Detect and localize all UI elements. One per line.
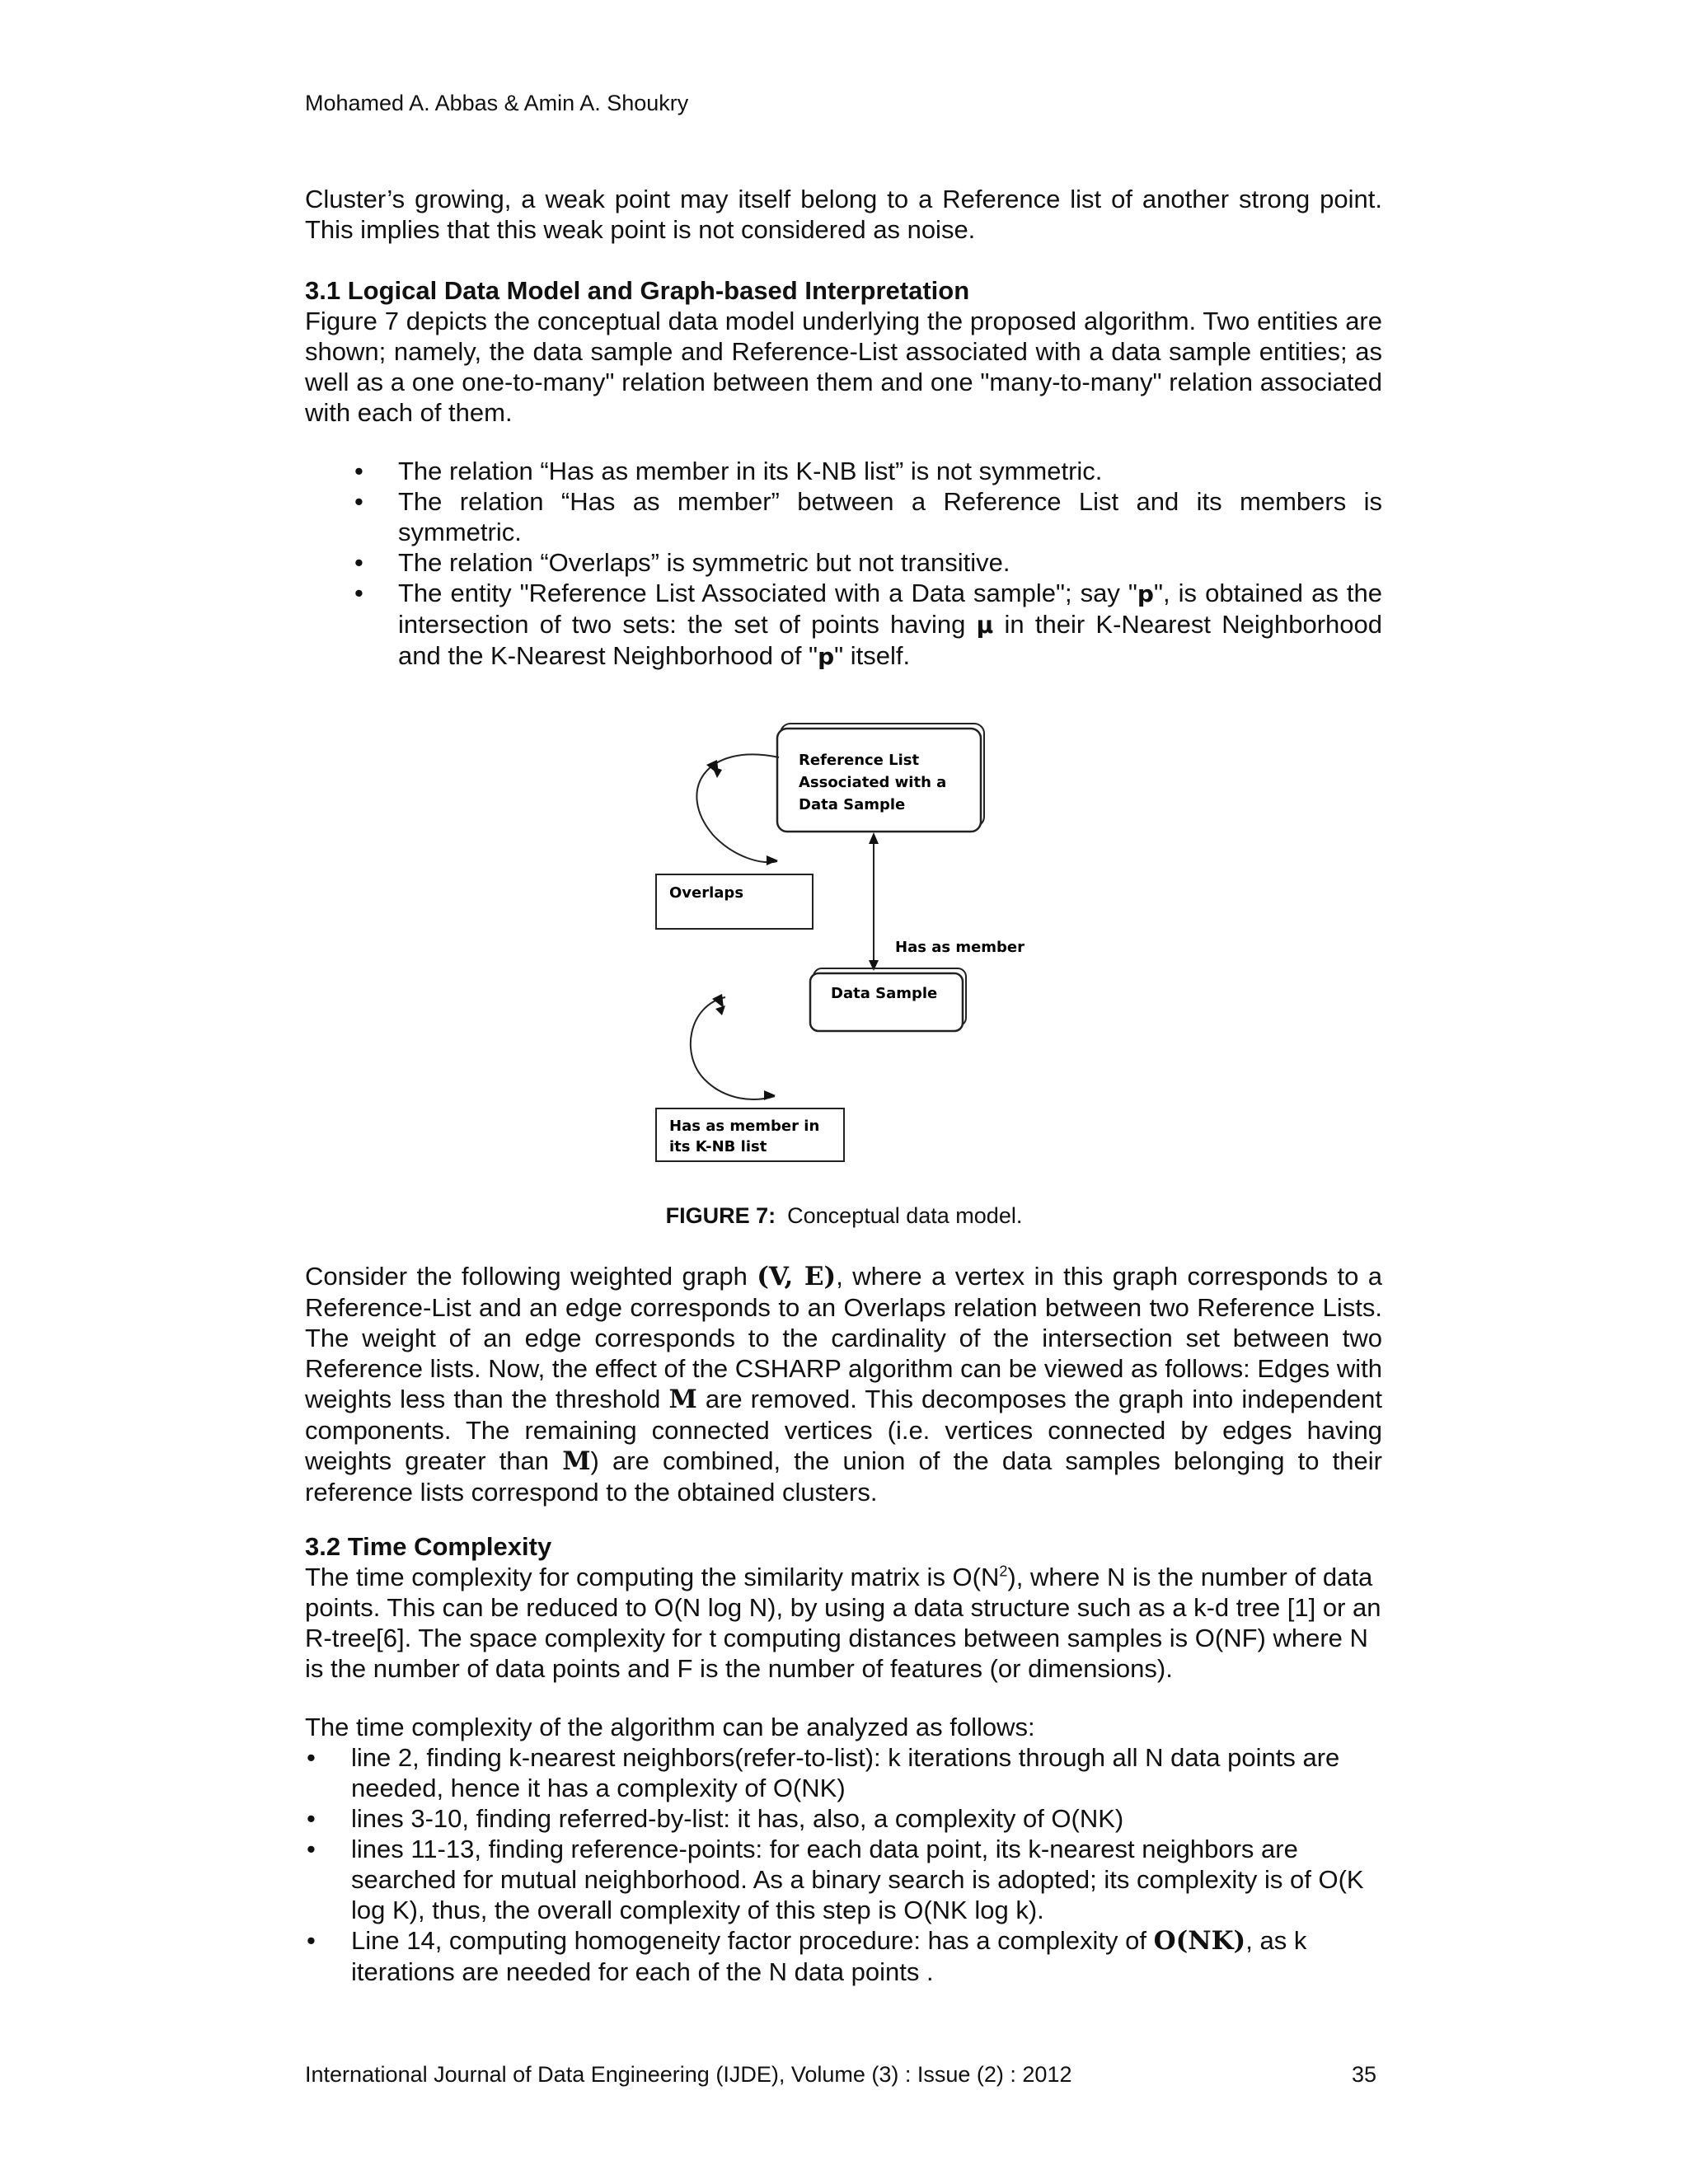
bullet-icon: •: [354, 548, 363, 577]
reference-list-entity: [777, 724, 984, 832]
bullet-icon: •: [307, 1835, 316, 1863]
data-sample-label: Data Sample: [831, 985, 938, 1002]
section-3-2-title: 3.2 Time Complexity: [305, 1532, 552, 1561]
knb-label-line-1: Has as member in: [669, 1118, 820, 1135]
intro-paragraph: Cluster’s growing, a weak point may itself belong to a Reference list of another strong point. This implies that this weak point is not considered as noise.: [305, 185, 1382, 244]
m-symbol: M: [668, 1385, 697, 1414]
section-3-2-paragraph-1: The time complexity for computing the similarity matrix is $O(N^2)$, where N is the number of data points. This can be reduced to O(N log N), by using a data structure such as a k-d tree [1] or an R-tree[6]. The space complexity for t computing distances between samples is O(NF) where N is the number of data points and F is the number of features (or dimensions).: [305, 1563, 1381, 1683]
mu-symbol: μ: [976, 612, 994, 639]
bullet-icon: •: [354, 579, 363, 607]
conceptual-data-model-figure: [643, 717, 1055, 1166]
page-footer: [305, 2062, 1376, 2088]
section-3-1-title: 3.1 Logical Data Model and Graph-based Interpretation: [305, 276, 970, 305]
section-3-1-paragraph: Figure 7 depicts the conceptual data model underlying the proposed algorithm. Two entities are shown; namely, the data sample and Reference-List associated with a data sample entities; as well as a one one-to-many" relation between them and one "many-to-many" relation associated with each of them.: [305, 307, 1382, 427]
bullet-icon: •: [307, 1743, 316, 1772]
figure-caption: [0, 1203, 1688, 1229]
data-sample-entity: [810, 968, 966, 1031]
superscript: 2: [999, 1563, 1008, 1580]
bullet-icon: •: [307, 1926, 316, 1955]
overlaps-label: Overlaps: [669, 884, 744, 902]
bullet-icon: •: [354, 487, 363, 516]
list-item: • The relation “Overlaps” is symmetric but not transitive.: [354, 548, 1010, 577]
onk-symbol: O(NK): [1153, 1926, 1246, 1956]
list-item: • line 2, finding k-nearest neighbors(refer-to-list): k iterations through all N data points are needed, hence it has a complexity of O(NK): [307, 1743, 1340, 1802]
figure-caption-text: Conceptual data model.: [787, 1203, 1023, 1228]
knb-loop: [691, 994, 776, 1100]
has-as-member-relation: [869, 832, 1025, 971]
ve-symbol: (V, E): [757, 1262, 837, 1291]
footer-journal: International Journal of Data Engineering (IJDE), Volume (3) : Issue (2) : 2012: [305, 2062, 1072, 2087]
section-3-2-paragraph-2: The time complexity of the algorithm can be analyzed as follows:: [305, 1713, 1035, 1741]
section-3-2-bullet-list: [305, 1742, 1382, 1987]
list-item: • Line 14, computing homogeneity factor procedure: has a complexity of O(NK), as k iterations are needed for each of the N data points .: [307, 1926, 1307, 1986]
reference-list-line-1: Reference List: [799, 752, 920, 769]
section-3-1-bullet-list: [305, 456, 1382, 672]
reference-list-line-2: Associated with a: [799, 774, 947, 791]
list-item: • The entity "Reference List Associated with a Data sample"; say "p", is obtained as the intersection of two sets: the set of points having μ in their K-Nearest Neighborhood and the K-Nearest Neighborhood of "p" itself.: [354, 579, 1382, 670]
list-item: • The relation “Has as member” between a Reference List and its members is symmetric.: [354, 487, 1382, 546]
p-symbol: p: [1137, 580, 1154, 607]
figure-caption-label: FIGURE 7:: [665, 1203, 776, 1228]
p-symbol: p: [818, 643, 835, 670]
has-as-member-label: Has as member: [895, 939, 1025, 956]
bullet-icon: •: [354, 457, 363, 485]
page-number: 35: [1351, 2062, 1376, 2087]
reference-list-line-3: Data Sample: [799, 796, 906, 813]
graph-paragraph: Consider the following weighted graph (V, E), where a vertex in this graph corresponds to a Reference-List and an edge corresponds to an Overlaps relation between two Reference Lists. The weight of an edge corresponds to the cardinality of the intersection set between two Reference lists. Now, the effect of the CSHARP algorithm can be viewed as follows: Edges with weights less than the threshold M are removed. This decomposes the graph into independent components. The remaining connected vertices (i.e. vertices connected by edges having weights greater than M) are combined, the union of the data samples belonging to their reference lists correspond to the obtained clusters.: [305, 1262, 1383, 1507]
running-header: Mohamed A. Abbas & Amin A. Shoukry: [305, 91, 689, 115]
list-item: • The relation “Has as member in its K-NB list” is not symmetric.: [354, 457, 1103, 485]
m-symbol: M: [562, 1446, 591, 1476]
bullet-icon: •: [307, 1804, 316, 1833]
overlaps-loop: [696, 754, 779, 865]
list-item: • lines 3-10, finding referred-by-list: it has, also, a complexity of O(NK): [307, 1804, 1124, 1833]
overlaps-box: [656, 874, 813, 929]
list-item: • lines 11-13, finding reference-points: for each data point, its k-nearest neighbors are searched for mutual neighborhood. As a binary search is adopted; its complexity is of O(K log K), thus, the overall complexity of this step is O(NK log k).: [307, 1835, 1364, 1924]
knb-label-line-2: its K-NB list: [669, 1138, 767, 1155]
